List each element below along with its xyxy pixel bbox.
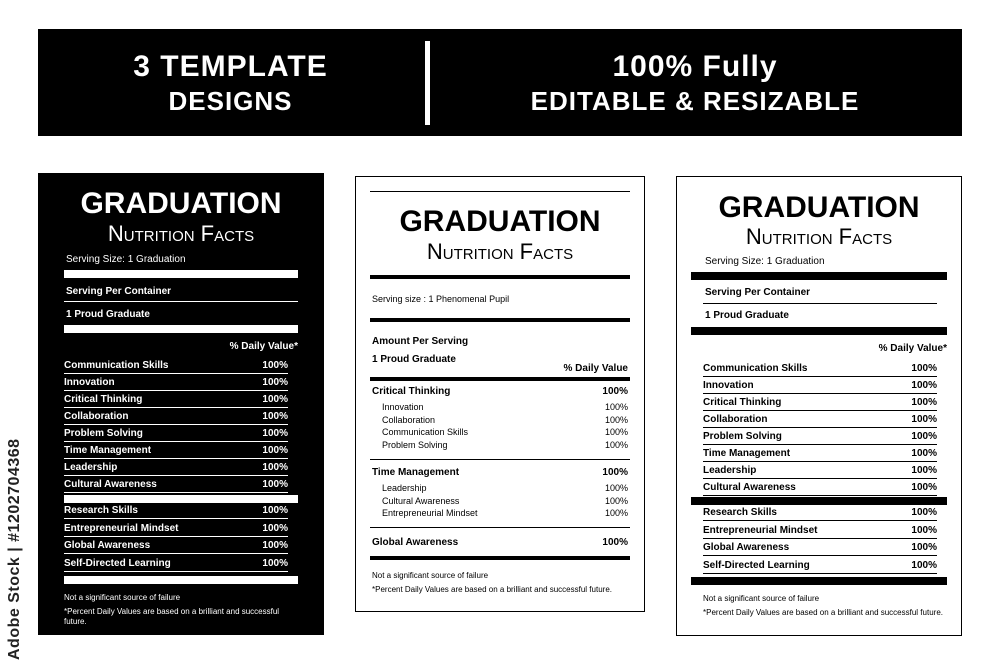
label3-nutrient-row: [703, 414, 937, 425]
label1-nutrient-value: 100%: [262, 462, 288, 473]
label-black: [38, 173, 324, 635]
label2-rule: [370, 318, 630, 322]
label1-footnote1: Not a significant source of failure: [64, 593, 181, 602]
label3-nutrient-value: 100%: [911, 507, 937, 518]
label1-nutrient-name: Collaboration: [64, 411, 129, 422]
label1-serving-per-container: Serving Per Container: [66, 286, 172, 297]
label2-nutrient-name: Cultural Awareness: [382, 495, 460, 506]
label3-footnote2: *Percent Daily Values are based on a brilliant and successful future.: [703, 608, 943, 617]
label1-nutrient-name: Critical Thinking: [64, 394, 143, 405]
label3-nutrient-value: 100%: [911, 465, 937, 476]
label3-rule: [691, 327, 947, 335]
label1-nutrient-value: 100%: [262, 377, 288, 388]
label1-nutrient-row: [64, 428, 288, 439]
label2-time-row: [372, 467, 628, 478]
label3-nutrient-value: 100%: [911, 559, 937, 571]
label2-nutrient-name: Innovation: [382, 402, 424, 412]
label2-footnote2: *Percent Daily Values are based on a brilliant and successful future.: [372, 585, 612, 594]
stock-credit: Adobe Stock | #1202704368: [6, 438, 23, 660]
label2-nutrient-value: 100%: [604, 508, 628, 518]
label2-serving-size: Serving size : 1 Phenomenal Pupil: [372, 294, 510, 304]
label3-row-rule: [703, 520, 937, 521]
label3-nutrient-name: Cultural Awareness: [703, 482, 796, 493]
label3-nutrient-row: [703, 542, 937, 553]
label3-nutrient-name: Research Skills: [703, 507, 777, 518]
label1-nutrient-row: [64, 411, 288, 422]
label3-nutrient-row: [703, 448, 937, 459]
label3-nutrient-name: Leadership: [703, 465, 757, 476]
label1-row-rule: [64, 553, 288, 554]
label1-subtitle: Nutrition Facts: [107, 221, 255, 246]
label2-title: GRADUATION: [399, 205, 601, 238]
label3-nutrient-name: Critical Thinking: [703, 397, 782, 408]
label1-row-rule: [64, 390, 288, 391]
label3-nutrient-name: Entrepreneurial Mindset: [703, 524, 818, 536]
label3-rule: [691, 497, 947, 505]
label2-critical-row: [372, 386, 628, 397]
label3-nutrient-name: Time Management: [703, 448, 791, 459]
label2-rule: [370, 556, 630, 560]
label3-nutrient-value: 100%: [911, 524, 937, 536]
label2-nutrient-name: Collaboration: [382, 414, 436, 425]
label1-footnote2: *Percent Daily Values are based on a brilliant and successful future.: [64, 607, 280, 626]
label1-daily-value-header: % Daily Value*: [229, 341, 298, 352]
label3-nutrient-row: [703, 380, 937, 391]
label1-nutrient-value: 100%: [262, 540, 288, 551]
label1-row-rule: [64, 407, 288, 408]
label3-nutrient-value: 100%: [911, 482, 937, 493]
label1-row-rule: [64, 536, 288, 537]
label3-nutrient-row: [703, 397, 937, 408]
label3-row-rule: [703, 410, 937, 411]
label3-subtitle: Nutrition Facts: [745, 224, 893, 249]
label2-nutrient-value: 100%: [604, 414, 628, 425]
label1-nutrient-row: [64, 540, 288, 551]
label2-rule: [370, 191, 630, 192]
label3-nutrient-value: 100%: [911, 448, 937, 459]
label1-row-rule: [64, 373, 288, 374]
label1-row-rule: [64, 492, 288, 493]
label3-nutrient-row: [703, 560, 937, 571]
label3-nutrient-row: [703, 525, 937, 536]
label2-nutrient-row: [382, 415, 628, 425]
label2-nutrient-row: [382, 496, 628, 506]
label2-critical-name: Critical Thinking: [372, 386, 451, 397]
label1-serving-size: Serving Size: 1 Graduation: [66, 254, 186, 265]
label2-nutrient-value: 100%: [604, 439, 628, 450]
label1-nutrient-name: Entrepreneurial Mindset: [64, 522, 179, 534]
label3-rule: [691, 272, 947, 280]
label2-rule: [370, 527, 630, 528]
label2-nutrient-row: [382, 402, 628, 412]
label1-rule: [64, 270, 298, 278]
label2-global-name: Global Awareness: [372, 537, 459, 548]
banner-right-line2: EDITABLE & RESIZABLE: [530, 86, 860, 116]
label2-nutrient-row: [382, 427, 628, 437]
banner-left-line2: DESIGNS: [168, 86, 293, 116]
label2-critical-value: 100%: [602, 386, 628, 397]
label1-rule: [64, 301, 298, 302]
label3-daily-value-header: % Daily Value*: [878, 343, 947, 354]
label3-nutrient-value: 100%: [911, 397, 937, 408]
label3-row-rule: [703, 393, 937, 394]
label2-nutrient-row: [382, 440, 628, 450]
label3-row-rule: [703, 461, 937, 462]
label1-rule: [64, 325, 298, 333]
label3-row-rule: [703, 555, 937, 556]
label3-nutrient-value: 100%: [911, 414, 937, 425]
label3-nutrient-value: 100%: [911, 363, 937, 374]
label1-proud-graduate: 1 Proud Graduate: [66, 309, 150, 320]
label2-amount-per-serving: Amount Per Serving: [372, 336, 469, 347]
label3-serving-per-container: Serving Per Container: [705, 287, 811, 298]
label2-global-row: [372, 537, 628, 548]
label2-proud-graduate: 1 Proud Graduate: [372, 354, 456, 365]
label3-serving-size: Serving Size: 1 Graduation: [705, 256, 825, 267]
label1-nutrient-row: [64, 394, 288, 405]
label1-rule: [64, 576, 298, 584]
label1-nutrient-name: Problem Solving: [64, 428, 143, 439]
label3-nutrient-name: Innovation: [703, 380, 754, 391]
label2-daily-value-header: % Daily Value: [563, 363, 628, 374]
label2-nutrient-value: 100%: [604, 483, 628, 493]
label2-nutrient-name: Communication Skills: [382, 427, 469, 437]
label3-row-rule: [703, 538, 937, 539]
label2-footnote1: Not a significant source of failure: [372, 571, 489, 580]
label1-title: GRADUATION: [80, 187, 282, 220]
label3-nutrient-row: [703, 507, 937, 518]
label2-nutrient-name: Problem Solving: [382, 439, 448, 450]
label1-nutrient-name: Research Skills: [64, 505, 138, 516]
label2-subtitle: Nutrition Facts: [426, 239, 574, 264]
label1-nutrient-name: Innovation: [64, 377, 115, 388]
label3-nutrient-name: Problem Solving: [703, 431, 782, 442]
banner-right: [428, 29, 962, 136]
label1-nutrient-value: 100%: [262, 360, 288, 371]
label3-nutrient-name: Global Awareness: [703, 542, 790, 553]
label3-title: GRADUATION: [718, 191, 920, 224]
label1-nutrient-name: Time Management: [64, 445, 152, 456]
label2-rule: [370, 459, 630, 460]
label3-nutrient-row: [703, 482, 937, 493]
label1-nutrient-row: [64, 360, 288, 371]
label3-rule: [703, 303, 937, 304]
label3-row-rule: [703, 573, 937, 574]
label3-row-rule: [703, 427, 937, 428]
label3-nutrient-row: [703, 465, 937, 476]
label1-nutrient-row: [64, 479, 288, 490]
header-banner: [38, 29, 962, 136]
label3-nutrient-name: Collaboration: [703, 414, 768, 425]
label1-row-rule: [64, 441, 288, 442]
label1-row-rule: [64, 475, 288, 476]
label1-nutrient-row: [64, 377, 288, 388]
label1-nutrient-value: 100%: [262, 411, 288, 422]
label1-nutrient-name: Cultural Awareness: [64, 479, 157, 490]
label2-time-name: Time Management: [372, 467, 460, 478]
label1-rule: [64, 495, 298, 503]
label3-rule: [691, 577, 947, 585]
label1-nutrient-name: Communication Skills: [64, 360, 169, 371]
label2-rule: [370, 377, 630, 381]
label3-nutrient-value: 100%: [911, 542, 937, 553]
label2-nutrient-value: 100%: [604, 402, 628, 412]
label-white-right: [676, 176, 962, 636]
label1-nutrient-value: 100%: [262, 557, 288, 569]
label3-row-rule: [703, 478, 937, 479]
label1-nutrient-row: [64, 558, 288, 569]
label3-row-rule: [703, 376, 937, 377]
label2-nutrient-name: Leadership: [382, 483, 427, 493]
label3-nutrient-name: Self-Directed Learning: [703, 559, 810, 571]
label3-row-rule: [703, 444, 937, 445]
label2-nutrient-row: [382, 508, 628, 518]
label1-nutrient-row: [64, 445, 288, 456]
label3-nutrient-row: [703, 363, 937, 374]
label3-row-rule: [703, 495, 937, 496]
label1-nutrient-name: Global Awareness: [64, 540, 151, 551]
label2-rule: [370, 275, 630, 279]
label1-nutrient-name: Self-Directed Learning: [64, 557, 171, 569]
label3-proud-graduate: 1 Proud Graduate: [705, 310, 789, 321]
label1-row-rule: [64, 518, 288, 519]
label3-nutrient-value: 100%: [911, 431, 937, 442]
label1-nutrient-value: 100%: [262, 505, 288, 516]
label2-nutrient-row: [382, 483, 628, 493]
banner-left-line1: 3 TEMPLATE: [133, 49, 328, 83]
label1-row-rule: [64, 571, 288, 572]
label2-time-value: 100%: [602, 467, 628, 478]
label3-footnote1: Not a significant source of failure: [703, 594, 820, 603]
label1-nutrient-value: 100%: [262, 428, 288, 439]
label3-nutrient-row: [703, 431, 937, 442]
banner-left: [38, 29, 423, 136]
label2-global-value: 100%: [602, 537, 628, 548]
label1-row-rule: [64, 458, 288, 459]
banner-right-line1: 100% Fully: [612, 49, 778, 83]
label1-nutrient-value: 100%: [262, 445, 288, 456]
label1-nutrient-value: 100%: [262, 522, 288, 534]
label1-nutrient-name: Leadership: [64, 462, 118, 473]
label2-nutrient-value: 100%: [604, 427, 628, 437]
label2-nutrient-value: 100%: [604, 495, 628, 506]
label3-nutrient-name: Communication Skills: [703, 363, 808, 374]
label1-nutrient-value: 100%: [262, 394, 288, 405]
label1-nutrient-row: [64, 505, 288, 516]
label3-nutrient-value: 100%: [911, 380, 937, 391]
label-white-center: [355, 176, 645, 612]
label1-nutrient-value: 100%: [262, 479, 288, 490]
label1-nutrient-row: [64, 523, 288, 534]
label1-row-rule: [64, 424, 288, 425]
label1-nutrient-row: [64, 462, 288, 473]
label2-nutrient-name: Entrepreneurial Mindset: [382, 508, 478, 518]
